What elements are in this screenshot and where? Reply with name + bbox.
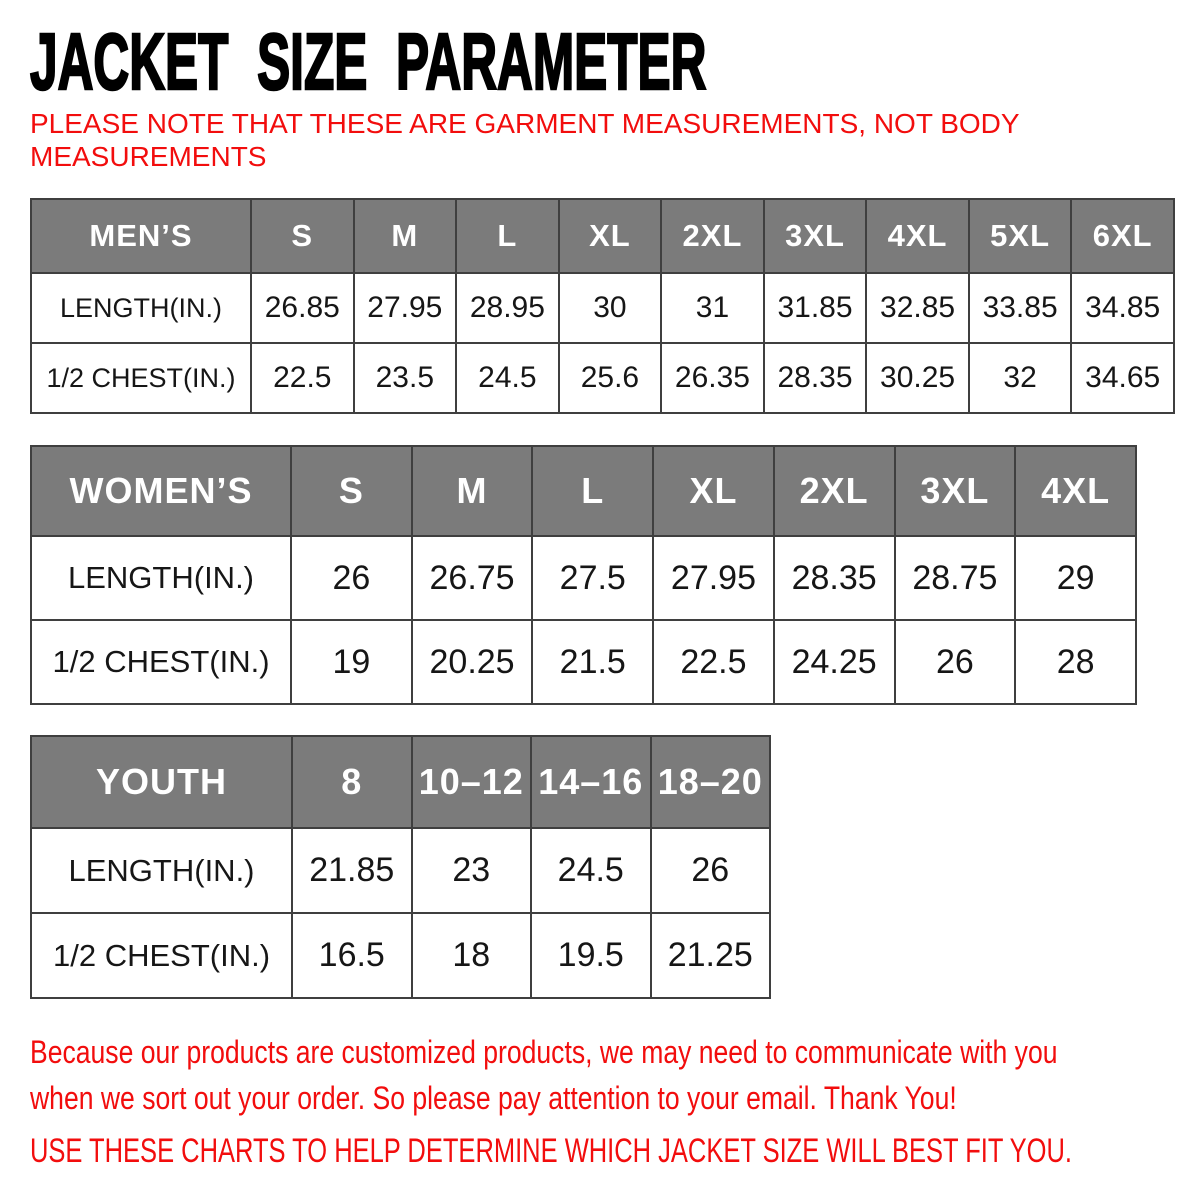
mens-measurement-value-cell: 34.85	[1071, 273, 1174, 343]
mens-measurement-value-cell: 31	[661, 273, 764, 343]
youth-size-column-header: 18–20	[651, 736, 771, 828]
garment-measurement-note-line1: PLEASE NOTE THAT THESE ARE GARMENT MEASUREMENTS, NOT BODY	[30, 108, 1020, 139]
youth-measurement-value-cell: 19.5	[531, 913, 651, 998]
womens-measurement-value-cell: 28.75	[895, 536, 1016, 620]
mens-size-column-header: L	[456, 199, 559, 273]
mens-measurement-value-cell: 30.25	[866, 343, 969, 413]
mens-measurement-value-cell: 33.85	[969, 273, 1072, 343]
mens-measurement-value-cell: 26.35	[661, 343, 764, 413]
mens-measurement-value-cell: 31.85	[764, 273, 867, 343]
mens-measurement-value-cell: 28.35	[764, 343, 867, 413]
customization-notice-line1: Because our products are customized products, we may need to communicate with you	[30, 1034, 1058, 1070]
youth-size-column-header: 14–16	[531, 736, 651, 828]
mens-measurement-row-label: LENGTH(IN.)	[31, 273, 251, 343]
youth-measurement-value-cell: 18	[412, 913, 532, 998]
womens-measurement-value-cell: 27.95	[653, 536, 774, 620]
mens-size-column-header: XL	[559, 199, 662, 273]
garment-measurement-note-line2: MEASUREMENTS	[30, 141, 267, 172]
mens-size-column-header: S	[251, 199, 354, 273]
youth-measurement-value-cell: 24.5	[531, 828, 651, 913]
youth-measurement-value-cell: 21.85	[292, 828, 412, 913]
mens-measurement-value-cell: 34.65	[1071, 343, 1174, 413]
customization-notice-line2: when we sort out your order. So please pay attention to your email. Thank You!	[30, 1080, 957, 1116]
womens-measurement-value-cell: 26.75	[412, 536, 533, 620]
womens-size-column-header: XL	[653, 446, 774, 536]
mens-measurement-row-label: 1/2 CHEST(IN.)	[31, 343, 251, 413]
youth-measurement-row-label: 1/2 CHEST(IN.)	[31, 913, 292, 998]
size-chart-advice: USE THESE CHARTS TO HELP DETERMINE WHICH JACKET SIZE WILL BEST FIT YOU.	[30, 1132, 1072, 1170]
mens-measurement-value-cell: 26.85	[251, 273, 354, 343]
mens-size-column-header: 3XL	[764, 199, 867, 273]
youth-size-table	[30, 735, 771, 999]
mens-size-column-header: 4XL	[866, 199, 969, 273]
womens-measurement-value-cell: 24.25	[774, 620, 895, 704]
mens-size-column-header: M	[354, 199, 457, 273]
mens-measurement-value-cell: 32.85	[866, 273, 969, 343]
mens-measurement-value-cell: 23.5	[354, 343, 457, 413]
mens-size-column-header: 2XL	[661, 199, 764, 273]
customization-notice	[30, 1029, 1058, 1121]
womens-measurement-value-cell: 29	[1015, 536, 1136, 620]
page-title: JACKET SIZE PARAMETER	[30, 17, 707, 106]
mens-measurement-value-cell: 30	[559, 273, 662, 343]
garment-measurement-note	[30, 107, 1020, 173]
mens-measurement-value-cell: 28.95	[456, 273, 559, 343]
womens-measurement-value-cell: 28.35	[774, 536, 895, 620]
mens-table-title-cell: MEN’S	[31, 199, 251, 273]
womens-size-column-header: M	[412, 446, 533, 536]
womens-measurement-row-label: LENGTH(IN.)	[31, 536, 291, 620]
mens-measurement-value-cell: 22.5	[251, 343, 354, 413]
mens-measurement-value-cell: 27.95	[354, 273, 457, 343]
mens-size-column-header: 5XL	[969, 199, 1072, 273]
womens-size-column-header: 3XL	[895, 446, 1016, 536]
youth-size-column-header: 10–12	[412, 736, 532, 828]
mens-size-table	[30, 198, 1175, 414]
youth-table-title-cell: YOUTH	[31, 736, 292, 828]
youth-measurement-value-cell: 23	[412, 828, 532, 913]
womens-measurement-value-cell: 28	[1015, 620, 1136, 704]
youth-measurement-value-cell: 26	[651, 828, 771, 913]
mens-measurement-value-cell: 25.6	[559, 343, 662, 413]
womens-measurement-value-cell: 21.5	[532, 620, 653, 704]
youth-measurement-value-cell: 21.25	[651, 913, 771, 998]
womens-measurement-value-cell: 26	[895, 620, 1016, 704]
womens-measurement-value-cell: 22.5	[653, 620, 774, 704]
womens-size-table	[30, 445, 1137, 705]
mens-measurement-value-cell: 32	[969, 343, 1072, 413]
womens-measurement-value-cell: 20.25	[412, 620, 533, 704]
womens-size-column-header: 4XL	[1015, 446, 1136, 536]
womens-measurement-value-cell: 26	[291, 536, 412, 620]
womens-measurement-row-label: 1/2 CHEST(IN.)	[31, 620, 291, 704]
womens-table-title-cell: WOMEN’S	[31, 446, 291, 536]
womens-size-column-header: 2XL	[774, 446, 895, 536]
womens-size-column-header: S	[291, 446, 412, 536]
womens-measurement-value-cell: 27.5	[532, 536, 653, 620]
womens-measurement-value-cell: 19	[291, 620, 412, 704]
youth-size-column-header: 8	[292, 736, 412, 828]
womens-size-column-header: L	[532, 446, 653, 536]
youth-measurement-value-cell: 16.5	[292, 913, 412, 998]
mens-size-column-header: 6XL	[1071, 199, 1174, 273]
youth-measurement-row-label: LENGTH(IN.)	[31, 828, 292, 913]
mens-measurement-value-cell: 24.5	[456, 343, 559, 413]
